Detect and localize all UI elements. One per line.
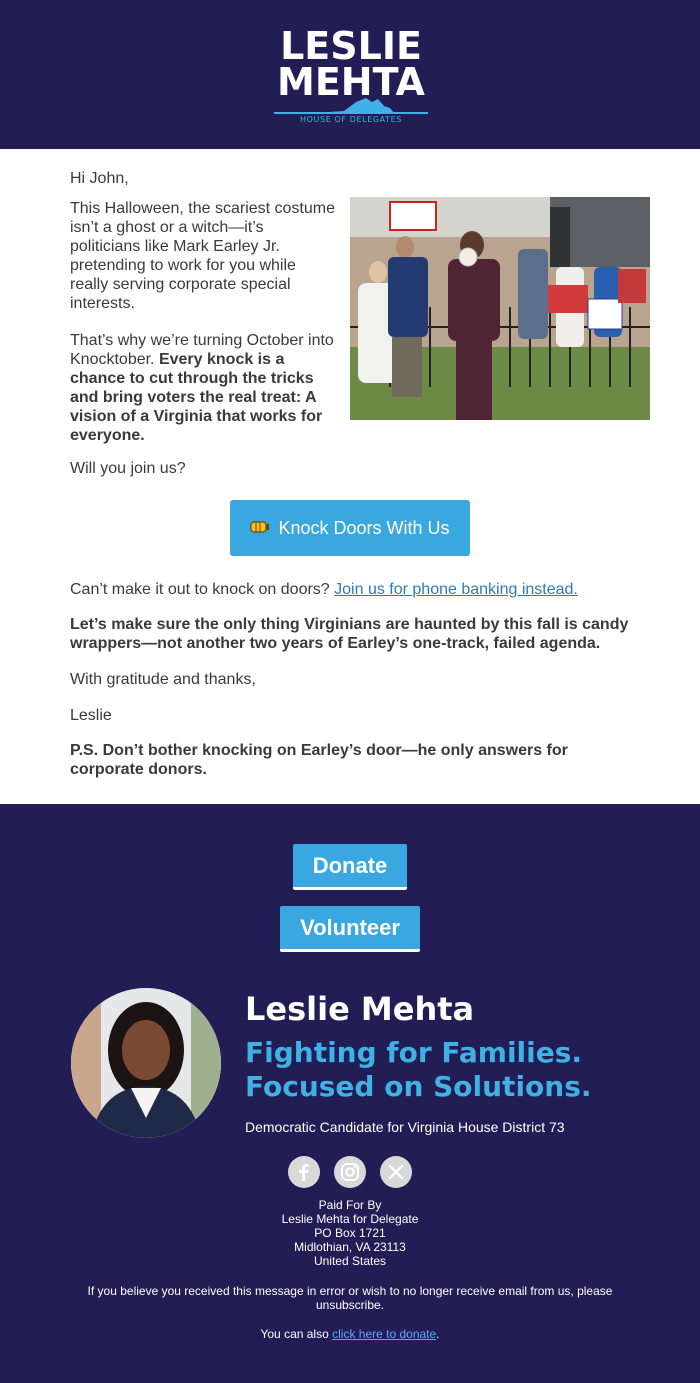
signature: Leslie	[70, 707, 112, 724]
paid-for-line: United States	[313, 1254, 387, 1268]
candidate-name: Leslie Mehta	[245, 990, 475, 1028]
knocking-fist-icon	[250, 518, 270, 539]
volunteer-button[interactable]: Volunteer	[280, 906, 420, 952]
candidate-avatar	[71, 988, 221, 1138]
logo-subtitle: HOUSE OF DELEGATES	[300, 115, 402, 124]
paid-for-line: PO Box 1721	[314, 1226, 386, 1240]
phone-banking-text: Can’t make it out to knock on doors?	[70, 581, 335, 598]
email-body	[0, 149, 700, 804]
knock-doors-label: Knock Doors With Us	[278, 517, 450, 538]
paid-for-line: Midlothian, VA 23113	[294, 1240, 406, 1254]
intro-paragraph: This Halloween, the scariest costume isn’t a ghost or a witch—it’s politicians like Mark Earley Jr. pretending to work for you while really serving corporate special interests.	[70, 200, 335, 312]
phone-banking-link[interactable]: Join us for phone banking instead.	[334, 581, 578, 598]
x-icon[interactable]	[380, 1156, 412, 1188]
postscript: P.S. Don’t bother knocking on Earley’s door—he only answers for corporate donors.	[70, 742, 568, 778]
tagline-solutions: Focused on Solutions.	[245, 1070, 592, 1103]
candidate-subtitle: Democratic Candidate for Virginia House District 73	[245, 1119, 565, 1135]
donate-again-line	[0, 1327, 700, 1341]
logo-line-1: LESLIE	[280, 24, 422, 68]
phone-banking-paragraph	[70, 581, 578, 599]
rally-photo	[350, 197, 650, 420]
haunted-paragraph: Let’s make sure the only thing Virginians are haunted by this fall is candy wrappers—not another two years of Earley’s one-track, failed agenda.	[70, 616, 629, 652]
knocktober-bold-text: Every knock is a chance to cut through the tricks and bring voters the real treat: A vision of a Virginia that works for everyone.	[70, 351, 323, 444]
click-to-donate-link[interactable]: click here to donate	[332, 1327, 437, 1341]
donate-again-text: You can also	[260, 1327, 333, 1341]
social-links	[288, 1156, 412, 1188]
closing-line: With gratitude and thanks,	[70, 671, 256, 688]
knocktober-text: That’s why we’re turning October into Knocktober.	[70, 332, 334, 368]
unsubscribe-text[interactable]: If you believe you received this message in error or wish to no longer receive email from us, please unsubscribe.	[87, 1284, 613, 1312]
greeting: Hi John,	[70, 170, 129, 187]
paid-for-line: Paid For By	[318, 1198, 382, 1212]
join-question: Will you join us?	[70, 460, 186, 477]
instagram-icon[interactable]	[334, 1156, 366, 1188]
knock-doors-button[interactable]	[230, 500, 470, 556]
email-footer	[0, 804, 700, 1383]
donate-button[interactable]: Donate	[293, 844, 407, 890]
campaign-logo[interactable]	[274, 24, 428, 124]
donate-again-end: .	[436, 1327, 440, 1341]
paid-for-disclaimer	[0, 1198, 700, 1268]
knocktober-paragraph	[70, 331, 338, 445]
email-header	[0, 0, 700, 149]
facebook-icon[interactable]	[288, 1156, 320, 1188]
virginia-state-icon	[274, 96, 428, 116]
logo-line-2: MEHTA	[277, 60, 425, 104]
tagline-families: Fighting for Families.	[245, 1036, 583, 1069]
paid-for-line: Leslie Mehta for Delegate	[281, 1212, 419, 1226]
